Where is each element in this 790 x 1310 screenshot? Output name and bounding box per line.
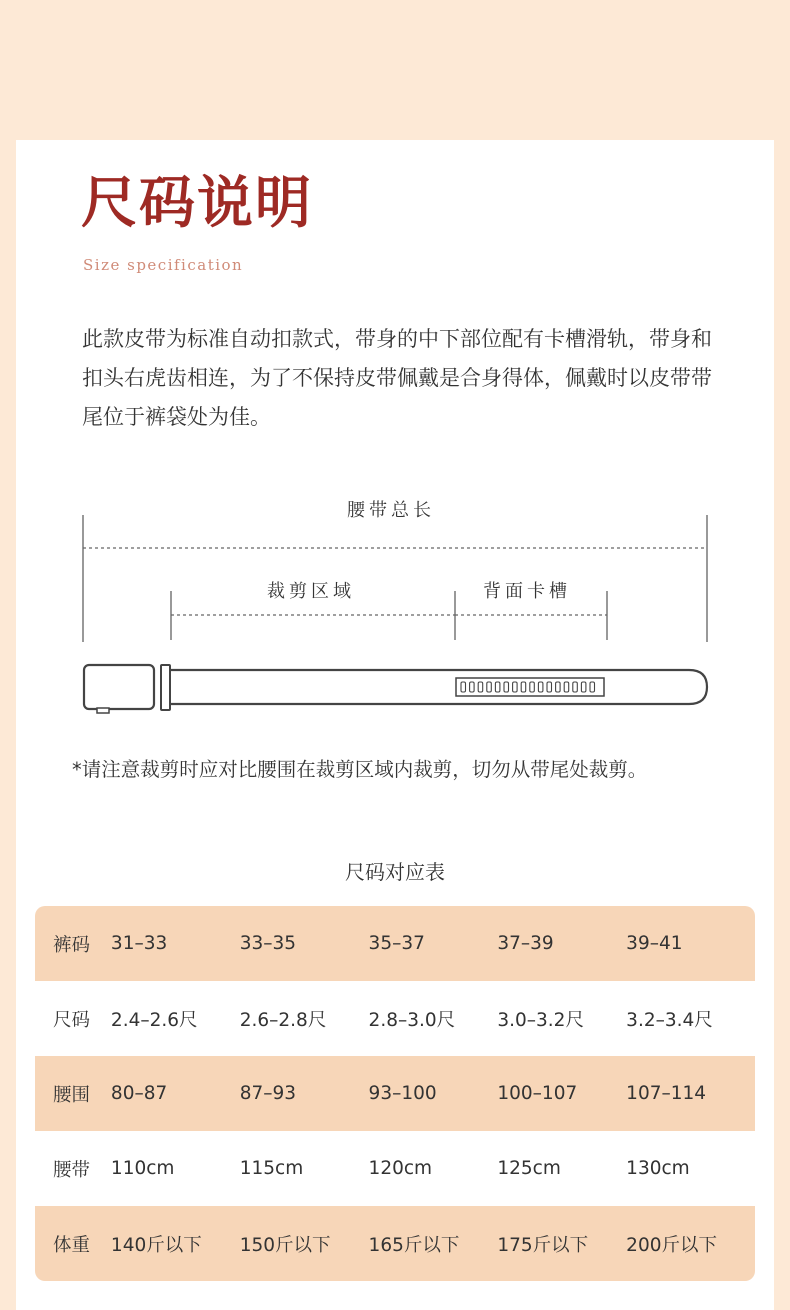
table-cell: 110cm (110, 1158, 175, 1179)
size-spec-card (16, 140, 774, 1310)
table-cell: 3.0–3.2尺 (497, 1009, 584, 1031)
table-cell: 35–37 (368, 933, 425, 954)
table-cell: 107–114 (626, 1083, 707, 1104)
table-cell: 3.2–3.4尺 (626, 1009, 713, 1031)
cut-zone-label: 裁剪区域 (267, 581, 355, 602)
row-label: 体重 (53, 1234, 91, 1256)
table-row (35, 1206, 755, 1281)
cutting-note: *请注意裁剪时应对比腰围在裁剪区域内裁剪，切勿从带尾处裁剪。 (72, 758, 648, 781)
table-cell: 87–93 (239, 1083, 297, 1104)
table-cell: 2.8–3.0尺 (368, 1009, 456, 1031)
row-label: 尺码 (53, 1009, 91, 1031)
total-length-label: 腰带总长 (347, 500, 435, 521)
page-subtitle: Size specification (83, 256, 244, 274)
row-label: 腰围 (53, 1084, 91, 1106)
table-cell: 175斤以下 (497, 1234, 589, 1256)
size-table (35, 906, 755, 1281)
table-cell: 33–35 (239, 933, 297, 954)
table-cell: 2.4–2.6尺 (110, 1009, 198, 1031)
table-cell: 200斤以下 (626, 1234, 717, 1256)
table-row (35, 906, 755, 981)
buckle-body (84, 665, 154, 709)
table-row (35, 1131, 755, 1206)
belt-diagram (16, 480, 774, 730)
table-cell: 37–39 (497, 933, 554, 954)
row-label: 腰带 (53, 1159, 91, 1181)
table-cell: 39–41 (626, 933, 683, 954)
table-cell: 165斤以下 (368, 1234, 460, 1256)
table-cell: 140斤以下 (110, 1234, 202, 1256)
table-row (35, 981, 755, 1056)
row-label: 裤码 (53, 934, 91, 956)
table-cell: 93–100 (368, 1083, 437, 1104)
buckle-clip (161, 665, 170, 710)
table-cell: 130cm (626, 1158, 690, 1179)
back-slot-label: 背面卡槽 (483, 581, 571, 602)
belt-strap (171, 670, 707, 704)
table-cell: 80–87 (110, 1083, 168, 1104)
size-table-title: 尺码对应表 (345, 860, 445, 884)
table-cell: 150斤以下 (239, 1234, 331, 1256)
table-cell: 125cm (497, 1158, 561, 1179)
table-cell: 31–33 (110, 933, 168, 954)
table-cell: 115cm (239, 1158, 304, 1179)
table-cell: 2.6–2.8尺 (239, 1009, 327, 1031)
table-row (35, 1056, 755, 1131)
table-cell: 120cm (368, 1158, 433, 1179)
description-text: 此款皮带为标准自动扣款式，带身的中下部位配有卡槽滑轨，带身和扣头右虎齿相连，为了不保持皮带佩戴是合身得体，佩戴时以皮带带尾位于裤袋处为佳。 (82, 327, 712, 429)
page-title: 尺码说明 (81, 171, 313, 236)
table-cell: 100–107 (497, 1083, 578, 1104)
buckle-tab (97, 708, 109, 713)
